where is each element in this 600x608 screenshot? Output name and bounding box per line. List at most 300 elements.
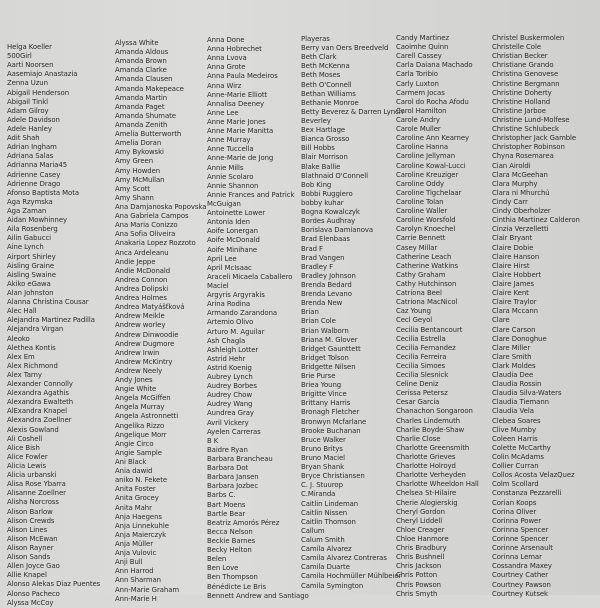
name-entry: Brenda Bedard	[301, 280, 352, 289]
name-entry: Ashleigh Lotter	[207, 345, 259, 354]
name-entry: Callum	[301, 526, 325, 535]
name-entry: Carla Toribio	[396, 70, 438, 79]
name-entry: Casey Millar	[396, 243, 438, 252]
name-entry: Alyssa White	[115, 39, 159, 47]
name-entry: Amy Shann	[115, 193, 154, 202]
name-entry: Courtney Kutsek	[492, 589, 548, 598]
name-entry: Brad Elenbaas	[301, 235, 350, 244]
name-entry: Bryan Shank	[301, 463, 345, 472]
name-entry: Corian Koops	[492, 498, 537, 507]
name-entry: Claire Hanson	[492, 252, 540, 261]
name-entry: Alisha Norcross	[7, 498, 59, 507]
name-entry: Airport Shirley	[7, 252, 56, 261]
name-entry: Ann-Marie H	[115, 594, 157, 603]
name-entry: Alethea Kontis	[7, 343, 56, 352]
name-entry: Brad Vangen	[301, 253, 345, 262]
name-entry: Amanda Martin	[115, 93, 168, 102]
name-entry: Andrew worley	[115, 321, 166, 330]
name-entry: Ayelen Carreras	[207, 427, 261, 436]
name-entry: Coleen Harris	[492, 434, 538, 443]
name-entry: Beth Clark	[301, 53, 337, 62]
name-entry: Berry van Oers Breedveld	[301, 44, 389, 53]
name-entry: Aine Lynch	[7, 243, 44, 252]
name-entry: Beckie Barnes	[207, 537, 256, 546]
name-entry: Anna Wirz	[207, 81, 242, 90]
name-entry: Corinna Power	[492, 516, 541, 525]
name-entry: Barbara Jozbec	[207, 482, 259, 491]
name-entry: Alison Rayner	[7, 544, 54, 553]
name-entry: Zenna Uzun	[7, 79, 48, 88]
name-entry: Amelia Doran	[115, 139, 162, 148]
name-entry: Astrid Hehr	[207, 354, 246, 363]
name-entry: Arina Rodina	[207, 300, 251, 309]
name-entry: Avril Vickery	[207, 418, 249, 427]
name-entry: Blake Ballie	[301, 162, 341, 171]
name-entry: Angie Circo	[115, 439, 154, 448]
name-entry: Antoinette Lower	[207, 209, 266, 218]
name-entry: Caroline Kowal-Lucci	[396, 161, 466, 170]
name-entry: Betty Beverez & Darren Lynch	[301, 107, 404, 116]
name-entry: Alison Barlow	[7, 507, 53, 516]
name-entry: Barbara Jansen	[207, 473, 259, 482]
name-entry: Adrienne Drago	[7, 179, 61, 188]
name-entry: Anna Grote	[207, 63, 246, 72]
name-entry: Claudia Tiemann	[492, 398, 549, 407]
name-entry: Claudia Rossin	[492, 380, 542, 389]
name-entry: Claudia Silva-Waters	[492, 389, 562, 398]
name-entry: Caroline Oddy	[396, 179, 445, 188]
name-entry: Cherie Alogierskig	[396, 498, 458, 507]
name-entry: bobby kuhar	[301, 198, 344, 207]
name-entry: Clare Donoghue	[492, 334, 547, 343]
name-entry: Amy McMullan	[115, 175, 165, 184]
name-entry: Andrew Irwin	[115, 348, 160, 357]
name-entry: Ben Love	[207, 564, 239, 573]
name-entry: Collier Curran	[492, 462, 539, 471]
name-entry: Cecilia Slesnick	[396, 371, 449, 380]
name-entry: Ann Sharman	[115, 576, 161, 585]
name-column-3	[207, 36, 309, 601]
name-entry: Aidan Mowhinney	[7, 216, 68, 225]
name-entry: Anja Linnekuhle	[115, 521, 169, 530]
name-entry: Alisanne Zoellner	[7, 489, 66, 498]
name-entry: Brad F	[301, 244, 323, 253]
name-entry: Christine Jarboe	[492, 106, 546, 115]
name-entry: Bianca Grosso	[301, 135, 350, 144]
name-entry: Alexandra Agathis	[7, 389, 69, 398]
name-entry: Christopher Robinson	[492, 143, 565, 152]
name-entry: Carla Daiana Machado	[396, 61, 473, 70]
name-entry: Anakaria Lopez Rozzoto	[115, 239, 196, 248]
name-entry: Barbara Dot	[207, 464, 249, 473]
name-entry: Caroline Ann Kearney	[396, 134, 470, 143]
name-entry: Helga Koeller	[7, 43, 52, 51]
name-entry: Andrea Dolipski	[115, 284, 169, 293]
name-entry: Alan Johnston	[7, 288, 54, 297]
name-entry: Bronagh Fletcher	[301, 408, 360, 417]
name-entry: Chris Bradbury	[396, 544, 447, 553]
name-entry: Alice Fowler	[7, 452, 48, 461]
name-entry: Alexander Connolly	[7, 380, 73, 389]
name-entry: Cheryl Gordon	[396, 507, 445, 516]
name-entry: Andy Jones	[115, 376, 153, 385]
name-entry: Cindy Oberholzer	[492, 207, 551, 216]
name-entry: Alec Hall	[7, 307, 37, 316]
name-entry: Amanda Paget	[115, 102, 165, 111]
name-entry: Catriona MacNicol	[396, 298, 458, 307]
name-entry: April McIsaac	[207, 263, 252, 272]
name-entry: Charlotte Verheyden	[396, 471, 466, 480]
name-entry: Angelique Morr	[115, 430, 167, 439]
name-entry: Beth Moses	[301, 71, 341, 80]
name-entry: Bethanie Monroe	[301, 98, 359, 107]
name-entry: Angie Sample	[115, 448, 162, 457]
name-entry: Alice Bish	[7, 443, 40, 452]
name-entry: Astrid Koenig	[207, 363, 252, 372]
name-entry: Bridget Gaunttett	[301, 344, 361, 353]
name-entry: Anne Marie Manitta	[207, 127, 274, 136]
name-entry: Amanda Clausen	[115, 75, 173, 84]
name-entry: Catherine Watkins	[396, 261, 459, 270]
name-entry: Andrew Neely	[115, 366, 163, 375]
name-entry: Blathnaid O'Connell	[301, 171, 369, 180]
name-entry: Amy Scott	[115, 184, 150, 193]
name-entry: Bridgette Nilsen	[301, 362, 356, 371]
name-entry: Anne Tuccella	[207, 145, 254, 154]
name-entry: Ana Maria Conizzo	[115, 221, 178, 230]
name-entry: Alex Richmond	[7, 361, 58, 370]
name-entry: Aundrea Gray	[207, 409, 254, 418]
name-entry: Courtney Pawson	[492, 580, 551, 589]
name-entry: Amanda Clarke	[115, 66, 167, 75]
name-entry: Camila Symington	[301, 581, 364, 590]
name-entry: Claire Hirst	[492, 261, 530, 270]
name-entry: Chris Smyth	[396, 589, 438, 598]
name-entry: Brooke Buchanan	[301, 426, 361, 435]
name-entry: Briea Young	[301, 381, 342, 390]
name-entry: Anne-Marie Elliott	[207, 90, 268, 99]
name-entry: Chris Jackson	[396, 562, 442, 571]
name-entry: Audrey Borbes	[207, 382, 257, 391]
name-entry: Beatriz Amorós Pérez	[207, 518, 280, 527]
name-entry: Armando Zarandona	[207, 309, 278, 318]
name-entry: Brian	[301, 308, 319, 317]
name-entry: Alonso Alekas Diaz Puentes	[7, 580, 101, 589]
name-entry: Angela McGiffen	[115, 394, 171, 403]
name-entry: Carole Muller	[396, 125, 441, 134]
name-entry: Clara Mccann	[492, 307, 538, 316]
name-entry: Aisling Graine	[7, 261, 55, 270]
name-entry: Clare Miller	[492, 343, 531, 352]
name-entry: Christine Lund-Molfese	[492, 115, 570, 124]
name-entry: Alejandra Martinez Padilla	[7, 316, 95, 325]
name-entry: Annalisa Deeney	[207, 99, 265, 108]
name-entry: Andrea Matyášťková	[115, 303, 185, 312]
name-entry: Alison Sands	[7, 553, 51, 562]
name-entry: Ani Black	[115, 458, 147, 467]
name-entry: Claire Hobbert	[492, 270, 542, 279]
name-entry: Catherine Leach	[396, 252, 452, 261]
name-entry: Constanza Pezzarelli	[492, 489, 562, 498]
name-entry: Alison Crewds	[7, 516, 55, 525]
name-entry: Akiko eGawa	[7, 279, 51, 288]
name-entry: Brenda Levano	[301, 290, 352, 299]
name-entry: Angela Murray	[115, 403, 165, 412]
name-entry: Clark Moldes	[492, 361, 536, 370]
name-entry: Bart Moens	[207, 500, 246, 509]
name-entry: Caroline Waller	[396, 207, 448, 216]
name-entry: Amanda Zenith	[115, 120, 168, 129]
name-entry: Carole Andry	[396, 115, 440, 124]
name-entry: Beth McKenna	[301, 62, 350, 71]
name-column-5	[396, 34, 479, 599]
name-entry: Andrew McKintry	[115, 357, 173, 366]
name-entry: Christel Buskermolen	[492, 34, 565, 42]
name-entry: Angelika Rizzo	[115, 421, 165, 430]
name-entry: Playeras	[301, 35, 330, 43]
name-entry: Christine Doherty	[492, 88, 552, 97]
name-entry: Anita Mahr	[115, 503, 152, 512]
name-entry: Adele Davidson	[7, 115, 60, 124]
name-entry: Amy Green	[115, 157, 154, 166]
name-entry: Chris Bushnell	[396, 553, 445, 562]
name-entry: Anna Paula Medeiros	[207, 72, 278, 81]
name-entry: Aoife Minihane	[207, 245, 258, 254]
name-entry: Bob King	[301, 180, 332, 189]
name-entry: Cecl Geyol	[396, 316, 433, 325]
name-entry: Maciel	[207, 281, 229, 290]
name-entry: Christiane Grando	[492, 61, 554, 70]
name-entry: Angie White	[115, 385, 157, 394]
name-entry: Allie Knapel	[7, 571, 47, 580]
name-entry: Annie Frances and Patrick	[207, 190, 295, 199]
name-entry: Anja Müller	[115, 540, 153, 549]
name-entry: Baidre Ryan	[207, 445, 248, 454]
name-entry: Beverley	[301, 116, 331, 125]
name-entry: Cinzia Verzelletti	[492, 225, 549, 234]
name-entry: Cecilia Ferreira	[396, 352, 447, 361]
name-entry: Charles Lindemuth	[396, 416, 461, 425]
name-entry: Charlotte Greensmith	[396, 443, 470, 452]
name-entry: Cesar Garcia	[396, 398, 440, 407]
name-entry: Cindy Carr	[492, 197, 528, 206]
name-entry: Alexandra Zoellner	[7, 416, 72, 425]
name-entry: Bryce Christiansen	[301, 472, 365, 481]
name-entry: Audrey Wang	[207, 400, 253, 409]
name-entry: Andrew Dinwoodie	[115, 330, 179, 339]
name-entry: Bordes Audhray	[301, 217, 356, 226]
name-entry: Corinna Lemar	[492, 553, 542, 562]
name-entry: Bogna Kowalczyk	[301, 208, 360, 217]
name-entry: Cathy Hutchinson	[396, 279, 457, 288]
name-entry: Anja Maierczyk	[115, 530, 167, 539]
name-entry: Christopher Jack Gamble	[492, 134, 577, 143]
name-entry: Bradley Johnson	[301, 271, 356, 280]
name-entry: Camila Alvarez Contreras	[301, 554, 387, 563]
name-entry: Corina Oliver	[492, 507, 537, 516]
name-entry: Abigail Henderson	[7, 88, 70, 97]
name-entry: B K	[207, 436, 219, 445]
name-entry: Bruno Britys	[301, 444, 343, 453]
name-entry: Brenda New	[301, 299, 343, 308]
name-entry: Ania dawid	[115, 467, 153, 476]
name-entry: Alonso Pacheco	[7, 589, 60, 598]
name-entry: Chris Potton	[396, 571, 438, 580]
name-entry: Caroline Tolan	[396, 197, 444, 206]
name-entry: Alison Lines	[7, 525, 48, 534]
name-entry: Audrey Chow	[207, 391, 253, 400]
name-entry: Anna Done	[207, 36, 245, 44]
name-entry: Aleoko	[7, 334, 30, 343]
name-entry: Andie McDonald	[115, 266, 171, 275]
name-entry: Corinne Arsenault	[492, 544, 553, 553]
name-entry: Bradley F	[301, 262, 334, 271]
name-entry: Calum Smith	[301, 536, 345, 545]
name-entry: Aarti Noorsen	[7, 61, 54, 70]
name-entry: Carly Luxton	[396, 79, 439, 88]
name-entry: Anne Murray	[207, 136, 251, 145]
name-entry: Claire James	[492, 279, 535, 288]
name-entry: Cecilia Estrella	[396, 334, 446, 343]
name-entry: Briana M. Glover	[301, 335, 358, 344]
name-entry: Ana Gabriela Campos	[115, 212, 189, 221]
name-entry: Aisling Swaine	[7, 270, 56, 279]
name-column-6	[492, 34, 580, 599]
name-entry: Bruce Walker	[301, 435, 346, 444]
name-entry: aniko N. Fekete	[115, 476, 168, 485]
name-entry: Alanna Christina Cousar	[7, 298, 89, 307]
name-entry: Clare Smith	[492, 352, 532, 361]
name-entry: Catriona Beel	[396, 289, 442, 298]
name-entry: Candy Martinez	[396, 34, 450, 42]
name-entry: Camila Alvarez	[301, 545, 352, 554]
name-entry: Caroline Worsfold	[396, 216, 456, 225]
name-entry: Alisa Rose Ybarra	[7, 480, 66, 489]
name-entry: Claudia Vela	[492, 407, 534, 416]
name-entry: Aila Rosenberg	[7, 225, 58, 234]
name-entry: Charlie Close	[396, 434, 441, 443]
name-entry: Bruno Maciel	[301, 454, 346, 463]
name-entry: Andie Jeppe	[115, 257, 156, 266]
name-entry: Aga Rzymska	[7, 197, 53, 206]
name-entry: Camila Hochmüller Mühlbeier	[301, 572, 402, 581]
name-entry: Anne-Marie de Jong	[207, 154, 274, 163]
name-entry: Ana Sofia Oliveira	[115, 230, 176, 239]
name-entry: Brittany Harris	[301, 399, 351, 408]
name-entry: Aubrey Lynch	[207, 373, 253, 382]
name-entry: Cerissa Petersz	[396, 389, 448, 398]
name-entry: Carol Hamilton	[396, 106, 447, 115]
name-entry: Belen	[207, 555, 227, 564]
name-entry: Courtney Cather	[492, 571, 549, 580]
name-entry: Brigitte Vince	[301, 390, 347, 399]
name-entry: Caitlin Lindeman	[301, 499, 359, 508]
name-entry: Adit Shah	[7, 134, 40, 143]
name-entry: Amelia Butterworth	[115, 130, 182, 139]
name-entry: Ben Thompson	[207, 573, 258, 582]
name-entry: Chyna Rosemarea	[492, 152, 554, 161]
name-entry: Andrea Holmes	[115, 294, 167, 303]
name-entry: Anna Hobrechet	[207, 45, 262, 54]
name-entry: Ailin Gabucci	[7, 234, 52, 243]
name-entry: Alejandra Virgan	[7, 325, 64, 334]
name-entry: Andrea Connon	[115, 275, 168, 284]
name-entry: Andrew Dugmore	[115, 339, 175, 348]
name-entry: Chloe Hanmore	[396, 535, 449, 544]
name-entry: Alicia Lewis	[7, 462, 47, 471]
name-entry: McGuigan	[207, 199, 241, 208]
name-entry: Celine Deniz	[396, 380, 439, 389]
name-entry: Clare Carson	[492, 325, 536, 334]
name-entry: Carell Cassey	[396, 52, 442, 61]
name-column-2	[115, 39, 206, 604]
name-entry: Christelle Cole	[492, 43, 541, 52]
name-entry: Cecilia Fernandez	[396, 343, 456, 352]
name-entry: Clair Bryant	[492, 234, 533, 243]
name-entry: Antonia Iden	[207, 218, 250, 227]
name-entry: Adele Hanley	[7, 124, 52, 133]
name-entry: Colin McAdams	[492, 453, 544, 462]
name-entry: Brie Purse	[301, 372, 336, 381]
name-entry: Bridget Tolson	[301, 353, 349, 362]
name-entry: Amanda Aldous	[115, 48, 169, 57]
name-entry: Ann-Marie Graham	[115, 585, 180, 594]
name-entry: Chris Powson	[396, 580, 441, 589]
name-entry: Barbara Brancheau	[207, 455, 273, 464]
name-entry: Anca Ardeleanu	[115, 248, 169, 257]
name-entry: Abigail Tinkl	[7, 97, 49, 106]
name-entry: Amanda Brown	[115, 57, 167, 66]
name-entry: Caroline Hanna	[396, 143, 449, 152]
name-entry: C.Miranda	[301, 490, 336, 499]
name-entry: Colm Scollard	[492, 480, 539, 489]
name-entry: Charlotte Wheeldon Hall	[396, 480, 479, 489]
name-entry: Barbs C.	[207, 491, 236, 500]
name-entry: Caroline Tigchelaar	[396, 188, 462, 197]
name-entry: Adrian Ingham	[7, 143, 57, 152]
name-entry: Ash Chagla	[207, 336, 246, 345]
name-entry: Anita Grocey	[115, 494, 159, 503]
name-entry: Alex Tarny	[7, 370, 42, 379]
name-entry: April Lee	[207, 254, 237, 263]
name-entry: Borislava Damianova	[301, 226, 374, 235]
name-entry: Carol do Rocha Afodu	[396, 97, 469, 106]
name-entry: Anne Marie Jones	[207, 117, 266, 126]
name-entry: Cian Airoldi	[492, 161, 531, 170]
name-entry: Carmem Jocas	[396, 88, 445, 97]
name-entry: Allen Joyce Gao	[7, 562, 60, 571]
name-entry: Bobbi Ruggiero	[301, 189, 353, 198]
name-entry: Christian Becker	[492, 52, 548, 61]
name-entry: Artemio Olivo	[207, 318, 254, 327]
name-entry: Aga Zaman	[7, 206, 47, 215]
name-entry: Araceli Micaela Caballero	[207, 272, 293, 281]
name-entry: Adrianna Maria45	[7, 161, 68, 170]
name-entry: Caz Young	[396, 307, 431, 316]
name-entry: Cecilia Simoes	[396, 361, 446, 370]
name-entry: Caoimhe Quinn	[396, 43, 449, 52]
name-entry: Alicia urbanski	[7, 471, 57, 480]
name-entry: Charlotte Holroyd	[396, 462, 456, 471]
name-entry: Arturo M. Aguilar	[207, 327, 265, 336]
name-entry: Camila Duarte	[301, 563, 350, 572]
name-entry: Annie Shannon	[207, 181, 259, 190]
name-entry: Bex Hartlage	[301, 126, 346, 135]
name-entry: Anja Haegens	[115, 512, 162, 521]
name-entry: Carrie Bennett	[396, 234, 446, 243]
name-entry: Claire Kent	[492, 289, 529, 298]
name-entry: Aoife McDonald	[207, 236, 260, 245]
